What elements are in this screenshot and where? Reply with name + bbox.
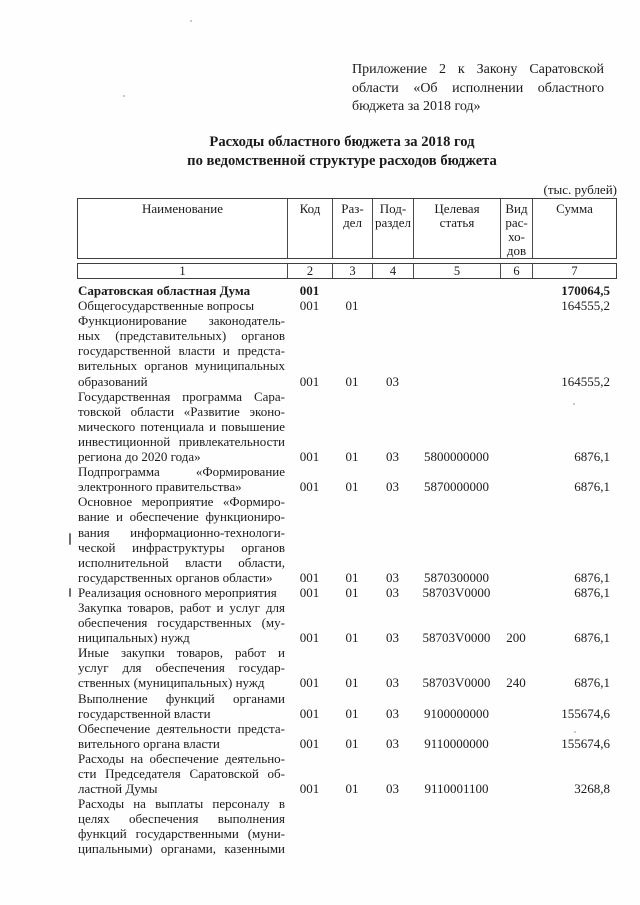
annotation-line: бюджета за 2018 год» [352,99,481,115]
row-tselevaya-cell: 58703V0000 [422,630,491,646]
scan-speck [190,20,192,22]
header-label-line: дел [343,215,362,230]
row-summa-cell: 6876,1 [574,584,610,600]
table-header-row [77,198,617,259]
row-razdel-cell: 01 [345,735,359,751]
column-number-name: 1 [78,264,288,278]
header-label-line: раздел [374,215,412,230]
row-kod-cell: 001 [299,675,320,691]
row-name-cell [77,751,287,796]
row-name-cell [77,298,287,313]
row-summa-cell: 6876,1 [574,449,610,465]
header-label-line: Вид [505,201,528,216]
units-note: (тыс. рублей) [543,182,617,197]
row-name-line: государственных органов области» [78,569,273,585]
row-vid-cell: 200 [506,630,526,646]
row-name-cell [77,585,287,600]
row-name-line: региона до 2020 года» [78,449,201,465]
row-podrazdel-cell: 03 [386,584,399,600]
row-name-line: функций государственными (муни- [78,826,285,842]
row-summa-cell: 6876,1 [574,569,610,585]
row-tselevaya-cell: 9100000000 [424,705,489,721]
row-name-line: ческой инфраструктуры органов [78,539,285,555]
row-name-line: Выполнение функций органами [78,690,285,706]
row-vid-cell: 240 [506,675,526,691]
header-label-line: дов [506,243,527,258]
row-name-line: Закупка товаров, работ и услуг для [78,599,285,615]
row-name-line: вание и обеспечение функциониро- [78,509,285,525]
row-name-cell [77,796,287,856]
row-kod-cell: 001 [299,373,320,389]
row-podrazdel-cell: 03 [386,675,399,691]
row-name-cell [77,313,287,388]
row-kod-cell: 001 [299,479,320,495]
header-label-line: Целевая [434,201,480,216]
row-summa-cell: 155674,6 [561,705,610,721]
row-name-line: услуг для обеспечения государ- [78,660,285,676]
header-label-line: рас- [505,215,528,230]
table-row [77,389,617,464]
table-row [77,283,617,298]
row-name-line: Подпрограмма «Формирование [78,464,285,480]
row-tselevaya-cell: 58703V0000 [422,584,491,600]
row-summa-cell: 164555,2 [561,298,610,314]
row-razdel-cell: 01 [345,781,359,797]
row-name-line: ниципальных) нужд [78,630,190,646]
row-razdel-cell: 01 [345,584,359,600]
table-row [77,796,617,856]
header-cell-razdel [333,199,373,258]
header-label-line: Сумма [556,201,593,216]
header-label-line: хо- [508,229,525,244]
row-podrazdel-cell: 03 [386,449,399,465]
row-name-cell [77,691,287,721]
row-name-line: государственной власти и предста- [78,343,285,359]
row-name-line: Саратовская областная Дума [78,283,251,298]
row-name-line: вительного органа власти [78,735,220,751]
column-number-kod: 2 [288,264,333,278]
row-name-line: Расходы на обеспечение деятельно- [78,750,285,766]
table-row [77,464,617,494]
title-line-1: Расходы областного бюджета за 2018 год [209,134,475,150]
row-summa-cell: 6876,1 [574,479,610,495]
header-label-line: Под- [379,201,407,216]
header-label-line: Наименование [142,201,223,216]
row-razdel-cell: 01 [345,569,359,585]
row-name-line: инвестиционной привлекательности [78,433,285,449]
budget-expenditure-table [77,198,617,857]
law-reference-annotation [352,61,604,117]
row-tselevaya-cell: 9110000000 [424,735,489,751]
header-cell-podrazdel [373,199,414,258]
row-razdel-cell: 01 [345,705,359,721]
document-title [72,133,612,171]
table-row [77,585,617,600]
row-name-line: Функционирование законодатель- [78,313,285,329]
row-name-cell [77,494,287,585]
row-summa-cell: 3268,8 [574,781,610,797]
row-podrazdel-cell: 03 [386,569,399,585]
row-tselevaya-cell: 5870300000 [424,569,489,585]
row-name-line: вания информационно-технологи- [78,524,285,540]
scan-speck [123,95,125,97]
row-tselevaya-cell: 9110001100 [424,781,489,797]
row-kod-cell: 001 [299,569,320,585]
row-name-line: вительных органов муниципальных [78,358,285,374]
row-podrazdel-cell: 03 [386,735,399,751]
row-summa-cell: 170064,5 [561,283,610,298]
row-name-line: обеспечения государственных (му- [78,615,285,631]
table-row [77,645,617,690]
row-razdel-cell: 01 [345,675,359,691]
table-row [77,600,617,645]
row-summa-cell: 6876,1 [574,630,610,646]
row-podrazdel-cell: 03 [386,630,399,646]
table-body [77,283,617,857]
row-name-line: Основное мероприятие «Формиро- [78,494,285,510]
row-razdel-cell: 01 [345,479,359,495]
row-name-line: Реализация основного мероприятия [78,584,277,600]
row-tselevaya-cell: 5800000000 [424,449,489,465]
row-name-cell [77,283,287,298]
column-number-razdel: 3 [333,264,373,278]
row-name-line: мического потенциала и повышение [78,418,285,434]
row-name-cell [77,645,287,690]
row-kod-cell: 001 [299,298,320,314]
row-podrazdel-cell: 03 [386,705,399,721]
row-name-cell [77,721,287,751]
annotation-line: Приложение 2 к Закону Саратовской [352,62,604,77]
row-name-line: сти Председателя Саратовской об- [78,766,285,781]
header-cell-name [78,199,288,258]
row-kod-cell: 001 [299,449,320,465]
row-razdel-cell: 01 [345,449,359,465]
row-kod-cell: 001 [299,584,320,600]
scan-speck [574,731,576,733]
row-name-cell [77,464,287,494]
row-razdel-cell: 01 [345,630,359,646]
title-line-2: по ведомственной структуре расходов бюджета [187,153,497,169]
row-summa-cell: 164555,2 [561,373,610,389]
row-podrazdel-cell: 03 [386,479,399,495]
row-name-line: Иные закупки товаров, работ и [78,645,285,661]
header-label-line: Код [299,201,321,216]
table-row [77,298,617,313]
row-name-line: Общегосударственные вопросы [78,298,255,314]
row-name-line: Обеспечение деятельности предста- [78,720,285,736]
header-cell-summa [533,199,616,258]
row-name-line: ципальными) органами, казенными [78,841,285,857]
table-row [77,721,617,751]
row-name-cell [77,389,287,464]
row-kod-cell: 001 [299,283,320,298]
row-name-line: ственных (муниципальных) нужд [78,675,265,691]
table-row [77,313,617,388]
row-razdel-cell: 01 [345,373,359,389]
table-row [77,751,617,796]
row-tselevaya-cell: 58703V0000 [422,675,491,691]
row-kod-cell: 001 [299,630,320,646]
row-kod-cell: 001 [299,735,320,751]
column-number-vid: 6 [501,264,533,278]
annotation-line: области «Об исполнении областного [352,80,604,96]
row-name-line: электронного правительства» [78,479,242,495]
scan-mark [69,533,71,545]
row-name-line: ных (представительных) органов [78,328,285,344]
scan-speck [573,403,575,405]
header-cell-kod [288,199,333,258]
row-kod-cell: 001 [299,781,320,797]
column-number-podrazdel: 4 [373,264,414,278]
table-row [77,691,617,721]
row-summa-cell: 155674,6 [561,735,610,751]
table-row [77,494,617,585]
row-name-cell [77,600,287,645]
header-cell-vid [501,199,533,258]
row-name-line: образований [78,373,148,389]
header-label-line: статья [439,215,475,230]
column-number-row [77,263,617,279]
row-tselevaya-cell: 5870000000 [424,479,489,495]
row-kod-cell: 001 [299,705,320,721]
row-name-line: целях обеспечения выполнения [78,811,285,827]
column-number-tselevaya: 5 [414,264,501,278]
row-name-line: государственной власти [78,705,211,721]
scan-mark [69,588,71,597]
column-number-summa: 7 [571,264,578,278]
row-name-line: Государственная программа Сара- [78,388,285,404]
row-name-line: ластной Думы [78,781,158,797]
row-name-line: Расходы на выплаты персоналу в [78,796,285,812]
row-name-line: исполнительной власти области, [78,554,285,570]
row-podrazdel-cell: 03 [386,781,399,797]
header-label-line: Раз- [341,201,364,216]
row-podrazdel-cell: 03 [386,373,399,389]
row-razdel-cell: 01 [345,298,359,314]
row-summa-cell: 6876,1 [574,675,610,691]
row-name-line: товской области «Развитие эконо- [78,403,285,419]
header-cell-tselevaya [414,199,501,258]
